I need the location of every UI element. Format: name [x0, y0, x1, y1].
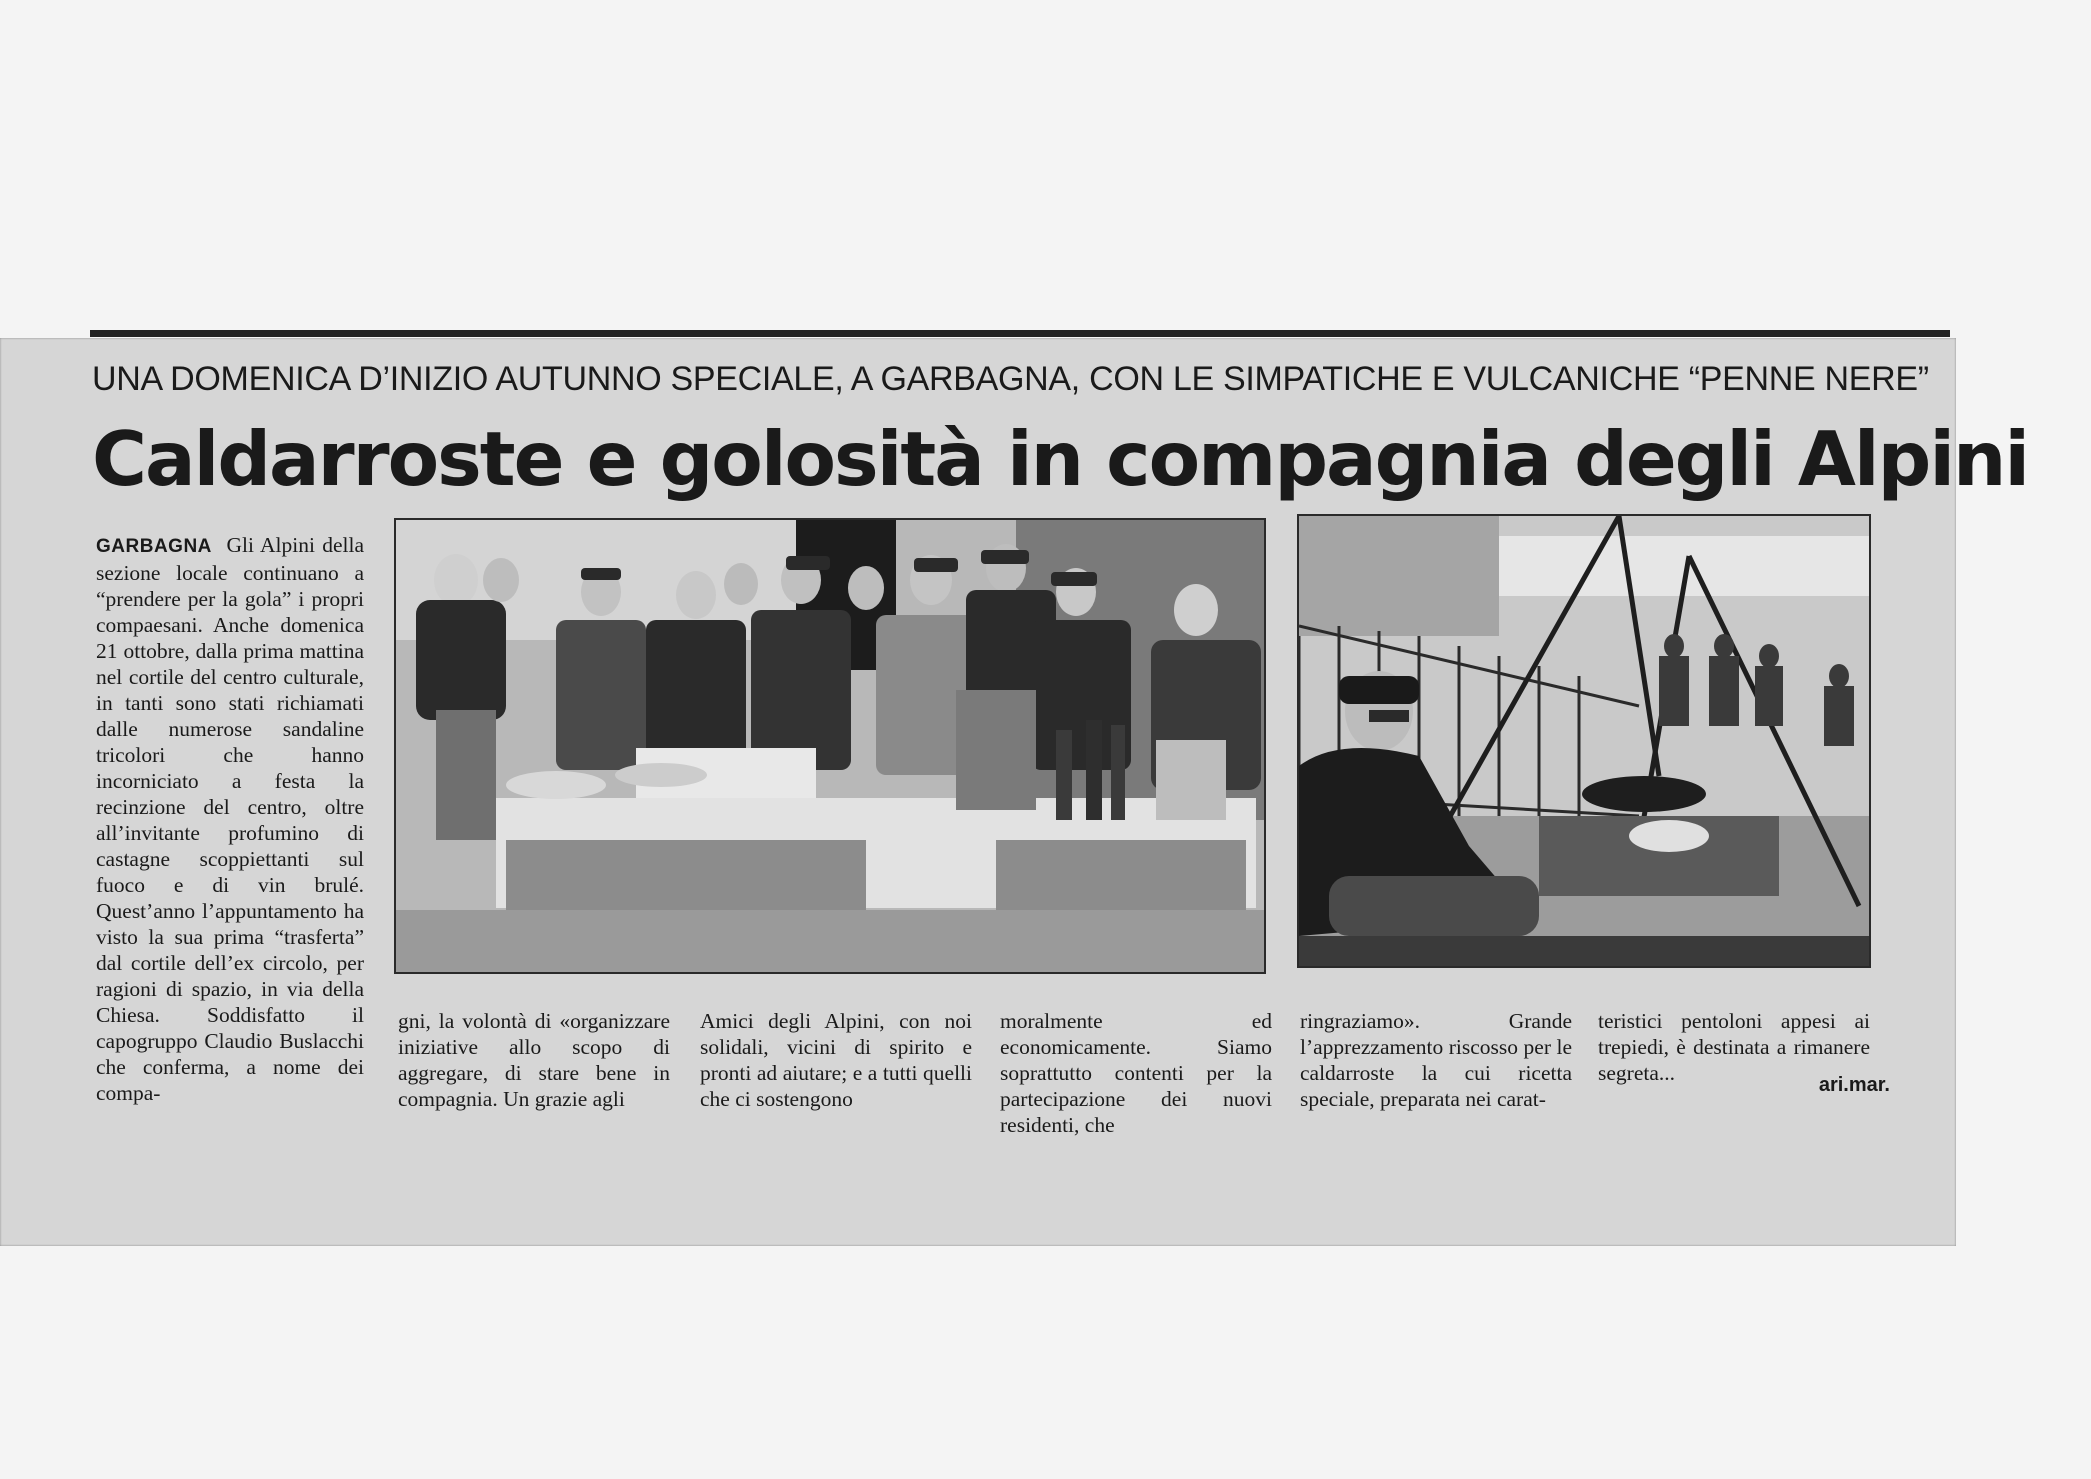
article-column-6: teristici pentoloni appesi ai trepiedi, è destinata a rimanere segreta... [1598, 1009, 1870, 1085]
top-rule [90, 330, 1950, 337]
article-kicker: UNA DOMENICA D’INIZIO AUTUNNO SPECIALE, A GARBAGNA, CON LE SIMPATICHE E VULCANICHE “PENNE NERE” [92, 360, 1929, 398]
group-photo-icon [396, 520, 1264, 972]
group-photo [394, 518, 1266, 974]
dateline: GARBAGNA [96, 536, 212, 557]
article-column-3: Amici degli Alpini, con noi solidali, vicini di spirito e pronti ad aiutare; e a tutti quelli che ci sostengono [700, 1009, 972, 1111]
author-signature: ari.mar. [1818, 1074, 1890, 1096]
article-headline: Caldarroste e golosità in compagnia degli Alpini [92, 415, 2029, 503]
article-column-2: gni, la volontà di «organizzare iniziative allo scopo di aggregare, di stare bene in compagnia. Un grazie agli [398, 1009, 670, 1111]
article-column-1 [96, 532, 364, 1122]
article-column-5: ringraziamo». Grande l’apprezzamento riscosso per le caldarroste la cui ricetta speciale, preparata nei carat- [1300, 1009, 1572, 1111]
article-column-4: moralmente ed economicamente. Siamo soprattutto contenti per la partecipazione dei nuovi residenti, che [1000, 1009, 1272, 1137]
column-1-text: Gli Alpini della sezione locale continuano a “prendere per la gola” i propri compaesani. Anche domenica 21 ottobre, dalla prima mattina nel cortile del centro culturale, in tanti sono stati richiamati dalle numerose sandaline tricolori che hanno incorniciato a festa la recinzione del centro, oltre all’invitante profumino di castagne scoppiettanti sul fuoco e di vin brulé. Quest’anno l’appuntamento ha visto la sua prima “trasferta” dal cortile dell’ex circolo, per ragioni di spazio, in via della Chiesa. Soddisfatto il capogruppo Claudio Buslacchi che conferma, a nome dei compa- [96, 533, 364, 1105]
chestnut-roasting-photo-icon [1299, 516, 1869, 966]
chestnut-roasting-photo [1297, 514, 1871, 968]
